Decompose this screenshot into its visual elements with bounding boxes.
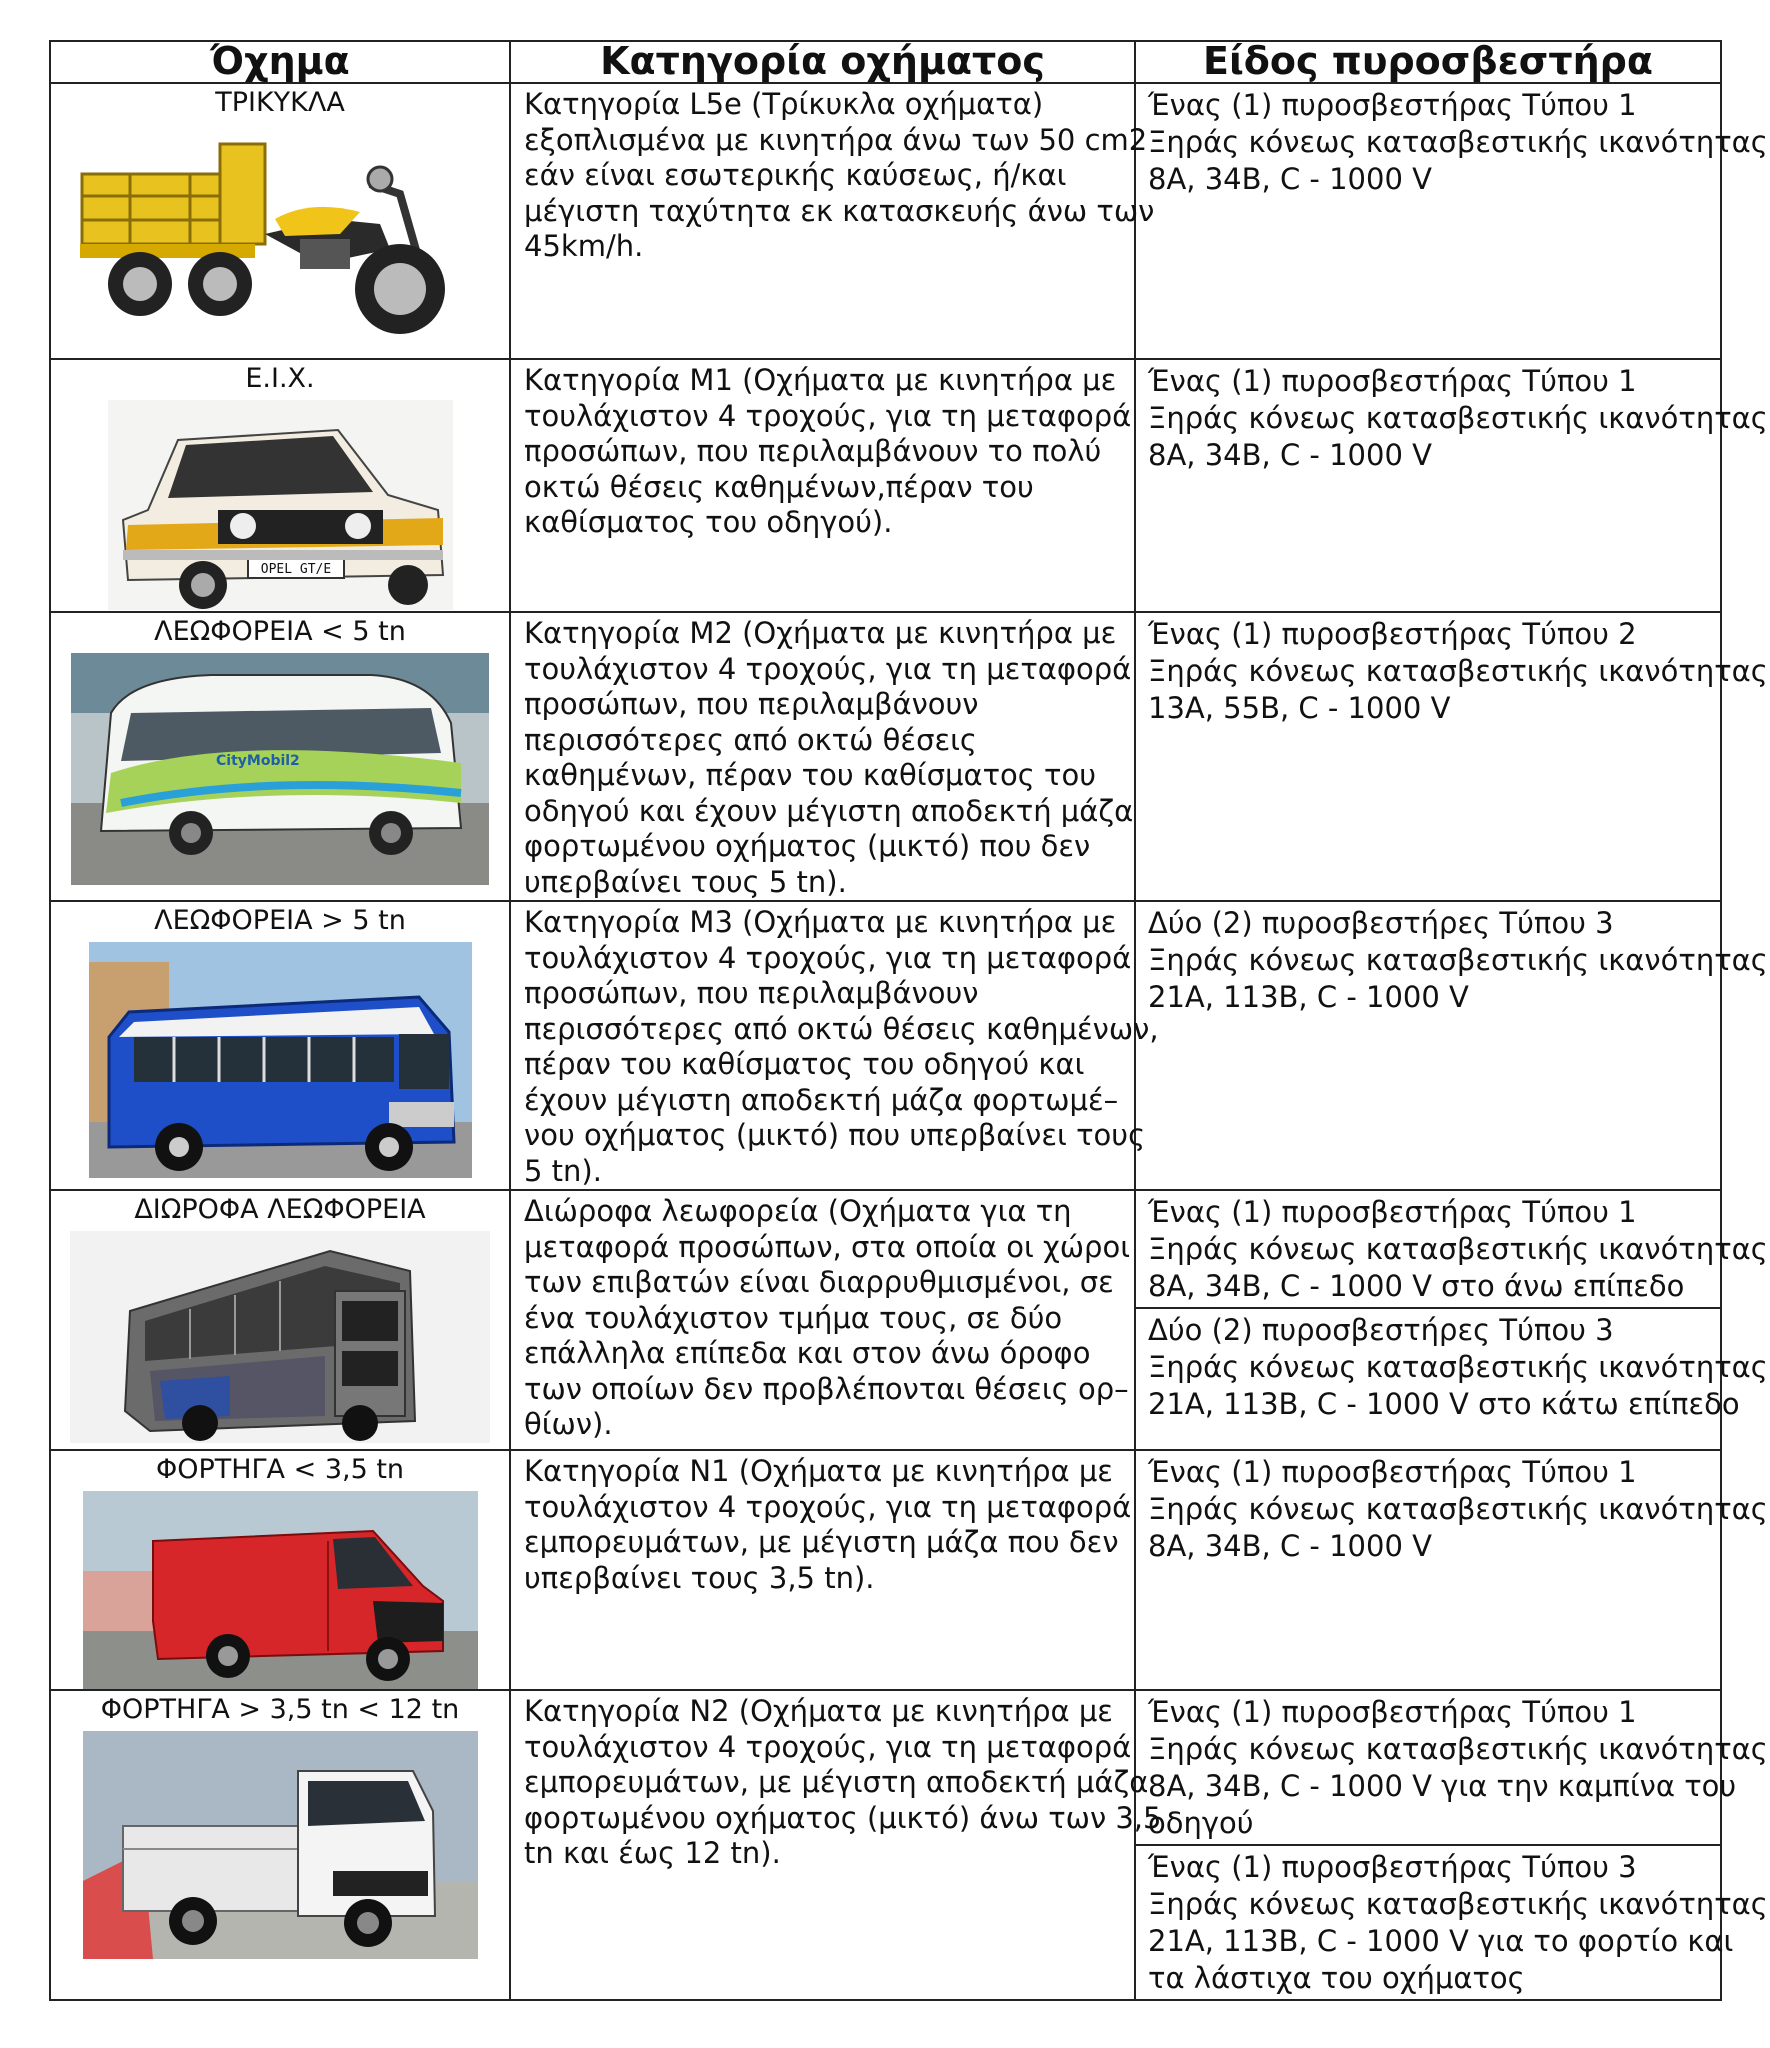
- bus-image: [89, 942, 472, 1178]
- category-text: Κατηγορία Μ3 (Οχήματα με κινητήρα με τουλάχιστον 4 τροχούς, για τη μεταφορά προσώπων, που περιλαμβάνουν περισσότερες από οκτώ θέσεις καθημένων, πέραν του καθίσματος του οδηγού και έχουν μέγιστη αποδεκτή μάζα φορτωμέ– νου οχήματος (μικτό) που υπερβαίνει τους 5 tn).: [524, 905, 1159, 1188]
- van-image: [83, 1491, 478, 1689]
- category-text: Κατηγορία Ν1 (Οχήματα με κινητήρα με τουλάχιστον 4 τροχούς, για τη μεταφορά εμπορευμάτων, με μέγιστη μάζα που δεν υπερβαίνει τους 3,5 tn).: [524, 1454, 1132, 1595]
- car-image: [108, 400, 453, 610]
- extinguisher-cell: [1135, 1450, 1768, 1690]
- header-row: [50, 41, 1721, 83]
- table-row: [50, 612, 1721, 901]
- extinguisher-cell: [1135, 359, 1768, 612]
- extinguisher-text-upper: Ένας (1) πυροσβεστήρας Τύπου 1 Ξηράς κόνεως κατασβεστικής ικανότητας 8A, 34B, C - 1000 V στο άνω επίπεδο: [1136, 1191, 1720, 1309]
- extinguisher-cell: [1135, 612, 1768, 901]
- category-text: Κατηγορία Ν2 (Οχήματα με κινητήρα με τουλάχιστον 4 τροχούς, για τη μεταφορά εμπορευμάτων, με μέγιστη αποδεκτή μάζα φορτωμένου οχήματος (μικτό) άνω των 3,5 tn και έως 12 tn).: [524, 1694, 1162, 1870]
- extinguisher-text: Ένας (1) πυροσβεστήρας Τύπου 2 Ξηράς κόνεως κατασβεστικής ικανότητας 13A, 55B, C - 1000 V: [1148, 617, 1768, 725]
- vehicle-cell: [50, 1450, 510, 1690]
- vehicle-cell: [50, 901, 510, 1190]
- vehicle-name: ΦΟΡΤΗΓΑ > 3,5 tn < 12 tn: [100, 1694, 460, 1725]
- table-row: [50, 1450, 1721, 1690]
- extinguisher-text: Δύο (2) πυροσβεστήρες Τύπου 3 Ξηράς κόνεως κατασβεστικής ικανότητας 21A, 113B, C - 1000 V: [1148, 906, 1768, 1014]
- extinguisher-cell: [1135, 901, 1768, 1190]
- extinguisher-cell: [1135, 1690, 1768, 2000]
- license-plate-text: OPEL GT/E: [260, 562, 331, 577]
- category-cell: [510, 901, 1159, 1190]
- category-cell: [510, 1450, 1135, 1690]
- extinguisher-cell: [1135, 83, 1768, 359]
- vehicle-cell: [50, 612, 510, 901]
- vehicle-cell: [50, 1190, 510, 1450]
- table-row: [50, 1190, 1721, 1450]
- tricycle-image: [70, 124, 490, 346]
- extinguisher-text: Ένας (1) πυροσβεστήρας Τύπου 1 Ξηράς κόνεως κατασβεστικής ικανότητας 8A, 34B, C - 1000 V: [1148, 364, 1768, 472]
- category-cell: [510, 1690, 1162, 2000]
- vehicle-name: Ε.Ι.Χ.: [245, 363, 315, 394]
- header-category: Κατηγορία οχήματος: [510, 41, 1135, 83]
- vehicle-cell: [50, 359, 510, 612]
- extinguisher-cell: [1135, 1190, 1768, 1450]
- double-decker-image: [70, 1231, 490, 1443]
- vehicle-name: ΛΕΩΦΟΡΕΙΑ > 5 tn: [154, 905, 406, 936]
- vehicle-name: ΤΡΙΚΥΚΛΑ: [215, 87, 345, 118]
- table-row: [50, 359, 1721, 612]
- category-cell: [510, 359, 1135, 612]
- vehicle-cell: [50, 1690, 510, 2000]
- vehicle-name: ΦΟΡΤΗΓΑ < 3,5 tn: [155, 1454, 405, 1485]
- extinguisher-text-lower: Ένας (1) πυροσβεστήρας Τύπου 3 Ξηράς κόνεως κατασβεστικής ικανότητας 21A, 113B, C - 1000 V για το φορτίο και τα λάστιχα του οχήματος: [1148, 1850, 1768, 1995]
- extinguisher-text-upper: Ένας (1) πυροσβεστήρας Τύπου 1 Ξηράς κόνεως κατασβεστικής ικανότητας 8A, 34B, C - 1000 V για την καμπίνα του οδηγού: [1136, 1691, 1720, 1846]
- category-text: Κατηγορία L5e (Τρίκυκλα οχήματα) εξοπλισμένα με κινητήρα άνω των 50 cm2 εάν είναι εσωτερικής καύσεως, ή/και μέγιστη ταχύτητα εκ κατασκευής άνω των 45km/h.: [524, 87, 1155, 263]
- extinguisher-text: Ένας (1) πυροσβεστήρας Τύπου 1 Ξηράς κόνεως κατασβεστικής ικανότητας 8A, 34B, C - 1000 V: [1148, 88, 1768, 196]
- category-text: Κατηγορία Μ2 (Οχήματα με κινητήρα με τουλάχιστον 4 τροχούς, για τη μεταφορά προσώπων, που περιλαμβάνουν περισσότερες από οκτώ θέσεις καθημένων, πέραν του καθίσματος του οδηγού και έχουν μέγιστη αποδεκτή μάζα φορτωμένου οχήματος (μικτό) που δεν υπερβαίνει τους 5 tn).: [524, 616, 1134, 899]
- vehicle-name: ΛΕΩΦΟΡΕΙΑ < 5 tn: [154, 616, 406, 647]
- vehicle-name: ΔΙΩΡΟΦΑ ΛΕΩΦΟΡΕΙΑ: [134, 1194, 426, 1225]
- header-extinguisher: Είδος πυροσβεστήρα: [1135, 41, 1721, 83]
- category-text: Διώροφα λεωφορεία (Οχήματα για τη μεταφορά προσώπων, στα οποία οι χώροι των επιβατών είναι διαρρυθμισμένοι, σε ένα τουλάχιστον τμήμα τους, σε δύο επάλληλα επίπεδα και στον άνω όροφο των οποίων δεν προβλέπονται θέσεις ορ– θίων).: [524, 1194, 1131, 1441]
- header-vehicle: Όχημα: [50, 41, 510, 83]
- category-cell: [510, 612, 1135, 901]
- truck-image: [83, 1731, 478, 1959]
- bus-brand-text: CityMobil2: [216, 753, 300, 769]
- table-row: [50, 901, 1721, 1190]
- extinguisher-text: Ένας (1) πυροσβεστήρας Τύπου 1 Ξηράς κόνεως κατασβεστικής ικανότητας 8A, 34B, C - 1000 V: [1148, 1455, 1768, 1563]
- extinguisher-text-lower: Δύο (2) πυροσβεστήρες Τύπου 3 Ξηράς κόνεως κατασβεστικής ικανότητας 21A, 113B, C - 1000 V στο κάτω επίπεδο: [1148, 1313, 1768, 1421]
- category-cell: [510, 83, 1155, 359]
- vehicle-cell: [50, 83, 510, 359]
- category-cell: [510, 1190, 1135, 1450]
- table-row: [50, 83, 1721, 359]
- extinguisher-table: [49, 39, 1768, 2001]
- table-row: [50, 1690, 1721, 2000]
- category-text: Κατηγορία Μ1 (Οχήματα με κινητήρα με τουλάχιστον 4 τροχούς, για τη μεταφορά προσώπων, που περιλαμβάνουν το πολύ οκτώ θέσεις καθημένων,πέραν του καθίσματος του οδηγού).: [524, 363, 1132, 539]
- minibus-image: [71, 653, 489, 885]
